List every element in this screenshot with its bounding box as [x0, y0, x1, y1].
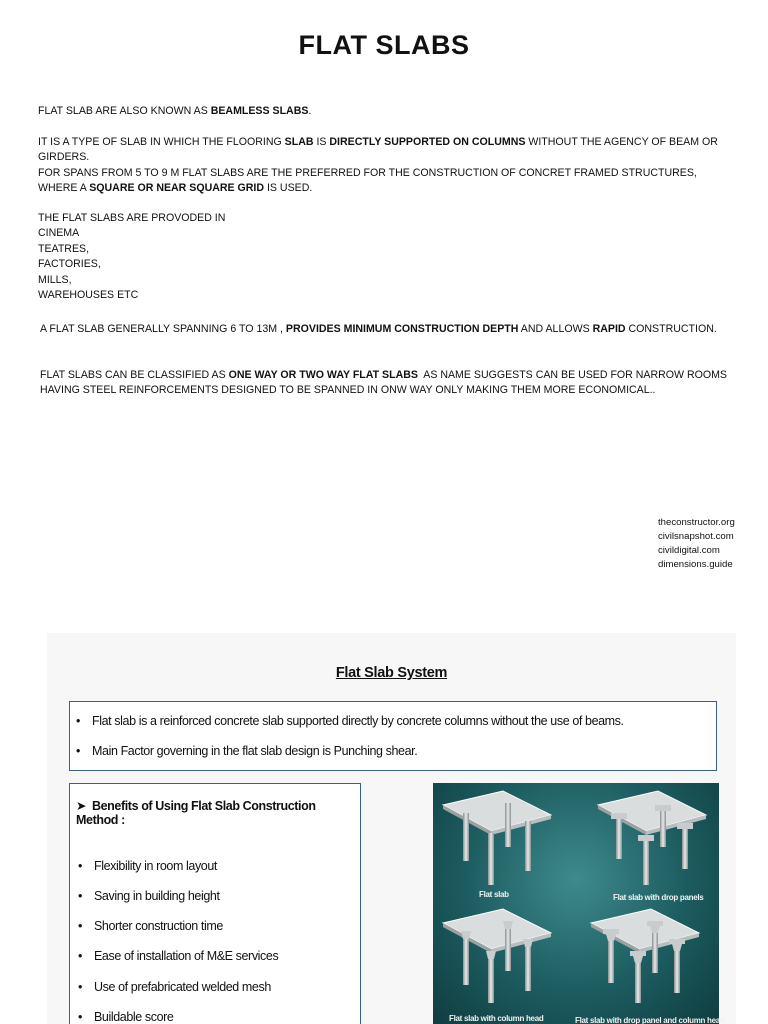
bold-term-beamless: BEAMLESS SLABS [210, 105, 309, 117]
paragraph-uses [38, 211, 738, 303]
bullet-icon: • [76, 714, 80, 728]
benefit-text: Use of prefabricated welded mesh [94, 980, 271, 994]
arrow-right-icon: ➤ [76, 799, 87, 813]
benefit-text: Ease of installation of M&E services [94, 949, 279, 963]
definition-box [69, 701, 717, 771]
figure-label: Flat slab with drop panels [613, 893, 704, 902]
bold-term-depth: PROVIDES MINIMUM CONSTRUCTION DEPTH [285, 323, 519, 335]
bold-term-one-two-way: ONE WAY OR TWO WAY FLAT SLABS [228, 369, 418, 381]
flat-slab-system-slide [47, 633, 736, 1024]
bold-term-slab: SLAB [284, 136, 314, 148]
bullet-text: Main Factor governing in the flat slab design is Punching shear. [92, 744, 418, 758]
bullet-icon: • [78, 980, 82, 994]
paragraph-definition [38, 135, 738, 197]
benefit-text: Shorter construction time [94, 919, 223, 933]
figure-label: Flat slab with drop panel and column head [575, 1016, 725, 1024]
drop-panel-column-head-model [591, 909, 699, 1003]
bold-term-supported: DIRECTLY SUPPORTED ON COLUMNS [329, 136, 526, 148]
bullet-icon: • [76, 744, 80, 758]
drop-panel-model [598, 791, 706, 885]
benefits-heading-text: Benefits of Using Flat Slab Construction Method : [76, 799, 316, 827]
list-item [76, 744, 417, 758]
figure-label: Flat slab with column head [449, 1014, 544, 1023]
text-run: FLAT SLAB ARE ALSO KNOWN AS [38, 105, 211, 117]
use-item: WAREHOUSES ETC [38, 289, 139, 302]
list-item [78, 1010, 173, 1024]
use-item: MILLS, [38, 273, 72, 286]
text-run: FOR SPANS FROM 5 TO 9 M FLAT SLABS ARE THE PREFERRED FOR THE CONSTRUCTION OF CONCRET FRAMED STRUCTURES, WHERE A [38, 166, 697, 195]
text-run: IT IS A TYPE OF SLAB IN WHICH THE FLOORING [38, 136, 285, 148]
bullet-icon: • [78, 949, 82, 963]
paragraph-classification [40, 368, 740, 399]
figure-label: Flat slab [479, 890, 509, 899]
text-run: AND ALLOWS [518, 323, 593, 335]
list-item [78, 980, 271, 994]
bold-term-rapid: RAPID [592, 323, 626, 335]
flat-slab-model [443, 791, 551, 885]
benefit-text: Saving in building height [94, 889, 220, 903]
text-run: . [308, 105, 312, 117]
benefits-heading [76, 798, 360, 827]
bullet-icon: • [78, 859, 82, 873]
paragraph-span [40, 322, 740, 337]
paragraph-also-known [38, 104, 738, 119]
slab-types-illustration [433, 783, 719, 1024]
column-head-model [443, 909, 551, 1003]
use-item: FACTORIES, [38, 258, 101, 271]
list-item [76, 714, 624, 728]
text-run: IS [313, 136, 330, 148]
list-item [78, 859, 217, 873]
bullet-icon: • [78, 919, 82, 933]
text-run: CONSTRUCTION. [625, 323, 717, 335]
text-run: IS USED. [264, 182, 313, 195]
list-item [78, 919, 223, 933]
bullet-icon: • [78, 889, 82, 903]
source-item: dimensions.guide [658, 559, 733, 570]
uses-intro: THE FLAT SLABS ARE PROVODED IN [38, 212, 226, 224]
use-item: CINEMA [38, 227, 80, 240]
benefits-box [69, 783, 361, 1024]
text-run: FLAT SLABS CAN BE CLASSIFIED AS [40, 369, 229, 381]
bullet-icon: • [78, 1010, 82, 1024]
source-item: civildigital.com [658, 545, 720, 556]
flat-slab-types-figure [433, 783, 725, 1024]
page-title: FLAT SLABS [298, 30, 470, 60]
slide-title: Flat Slab System [335, 665, 448, 681]
bullet-text: Flat slab is a reinforced concrete slab supported directly by concrete columns without the use of beams. [92, 714, 624, 728]
text-run: AS NAME SUGGESTS CAN BE USED FOR NARROW ROOMS HAVING STEEL REINFORCEMENTS DESIGNED TO BE SPANNED IN ONW WAY ONLY MAKING THEM MORE ECONOMICAL.. [40, 369, 730, 397]
bold-term-grid: SQUARE OR NEAR SQUARE GRID [89, 182, 265, 195]
use-item: TEATRES, [38, 242, 90, 255]
list-item [78, 889, 220, 903]
text-run: A FLAT SLAB GENERALLY SPANNING 6 TO 13M , [40, 323, 286, 335]
list-item [78, 949, 278, 963]
source-item: civilsnapshot.com [658, 531, 734, 542]
sources-list [658, 516, 735, 572]
source-item: theconstructor.org [658, 517, 735, 528]
benefit-text: Buildable score [94, 1010, 174, 1024]
text-run: WITHOUT THE AGENCY OF BEAM OR GIRDERS. [38, 136, 718, 164]
benefit-text: Flexibility in room layout [94, 859, 217, 873]
